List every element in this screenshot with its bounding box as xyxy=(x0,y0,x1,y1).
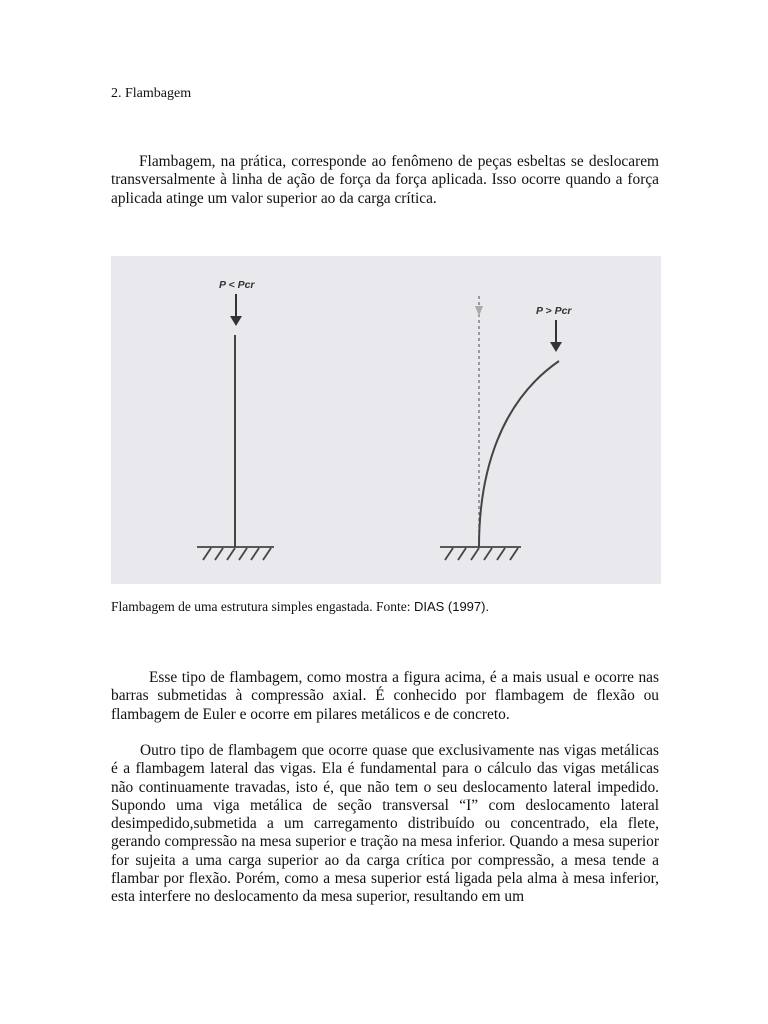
caption-text: Flambagem de uma estrutura simples engastada. Fonte: xyxy=(111,599,411,614)
label-right: P > Pcr xyxy=(536,305,572,317)
arrow-left-icon xyxy=(230,294,242,326)
buckled-column xyxy=(479,361,559,547)
caption-source: DIAS (1997). xyxy=(413,599,490,614)
paragraph-intro: Flambagem, na prática, corresponde ao fenômeno de peças esbeltas se deslocarem transversalmente à linha de ação de força da força aplicada. Isso ocorre quando a força aplicada atinge um valor superior ao da carga crítica. xyxy=(111,153,659,207)
paragraph-lateral: Outro tipo de flambagem que ocorre quase que exclusivamente nas vigas metálicas é a flambagem lateral das vigas. Ela é fundamental para o cálculo das vigas metálicas não continuamente travadas, isto é, que não tem o seu deslocamento lateral impedido. Supondo uma viga metálica de seção transversal “I” com deslocamento lateral desimpedido,submetida a um carregamento distribuído ou concentrado, ela flete, gerando compressão na mesa superior e tração na mesa inferior. Quando a mesa superior for sujeita a uma carga superior ao da carga crítica por compressão, a mesa tende a flambar por flexão. Porém, como a mesa superior está ligada pela alma à mesa inferior, esta interfere no deslocamento da mesa superior, resultando em um xyxy=(111,742,659,906)
buckling-figure xyxy=(111,256,661,584)
label-left: P < Pcr xyxy=(219,279,255,291)
fixed-support-right xyxy=(440,547,521,560)
figure-caption xyxy=(111,599,489,615)
section-heading: 2. Flambagem xyxy=(111,86,192,101)
fixed-support-left xyxy=(197,547,274,560)
arrow-right-icon xyxy=(550,320,562,352)
paragraph-euler: Esse tipo de flambagem, como mostra a figura acima, é a mais usual e ocorre nas barras submetidas à compressão axial. É conhecido por flambagem de flexão ou flambagem de Euler e ocorre em pilares metálicos e de concreto. xyxy=(111,669,659,723)
